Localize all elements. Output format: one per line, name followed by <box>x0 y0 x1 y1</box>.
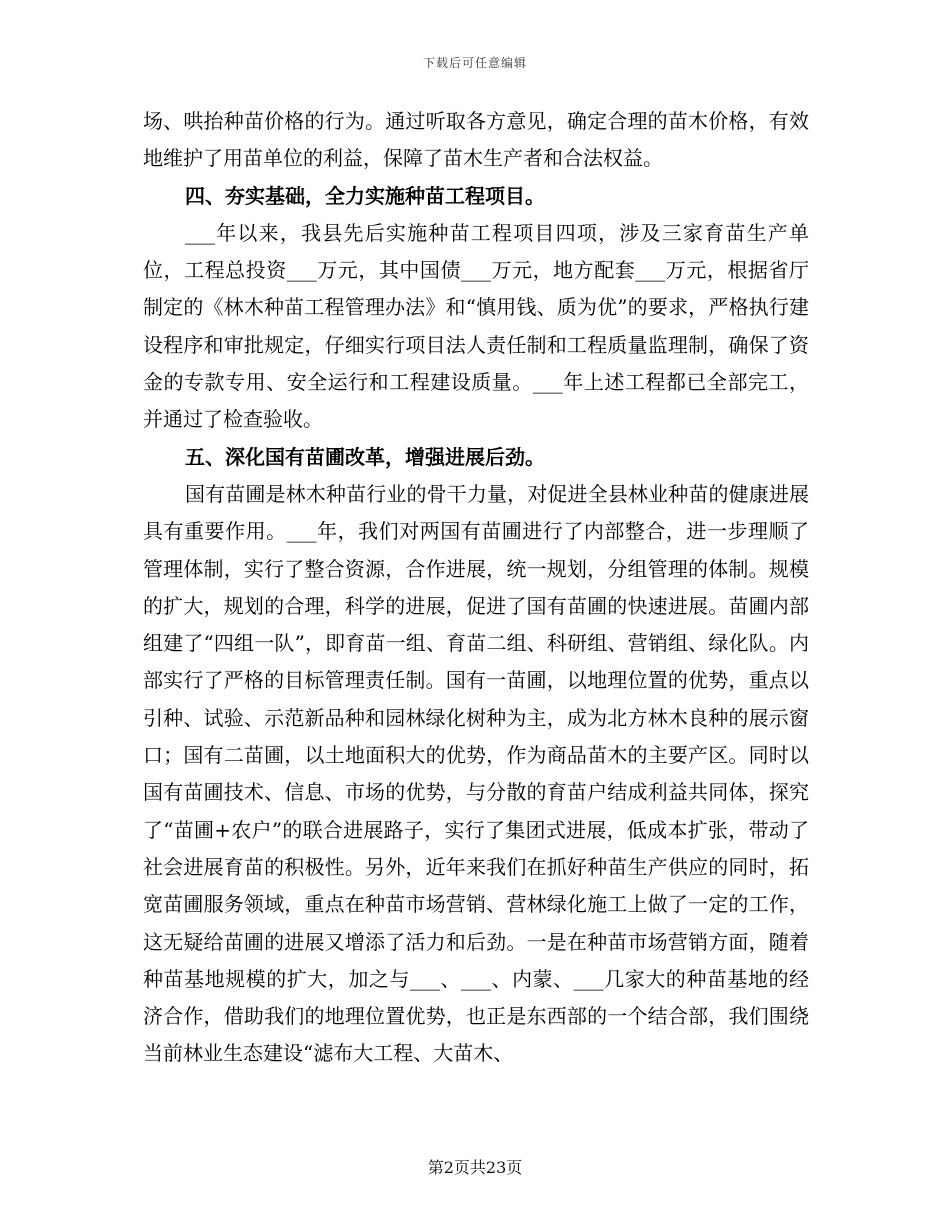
paragraph-continuation: 场、哄抬种苗价格的行为。通过听取各方意见，确定合理的苗木价格，有效地维护了用苗单位的利益，保障了苗木生产者和合法权益。 <box>143 109 809 171</box>
section-heading-five: 五、深化国有苗圃改革，增强进展后劲。 <box>185 444 545 469</box>
page-number-footer: 第2页共23页 <box>427 1158 523 1177</box>
page-header-note: 下载后可任意编辑 <box>422 56 527 70</box>
paragraph-nursery-reform: 国有苗圃是林木种苗行业的骨干力量，对促进全县林业种苗的健康进展具有重要作用。___年，我们对两国有苗圃进行了内部整合，进一步理顺了管理体制，实行了整合资源，合作进展，统一规划，分组管理的体制。规模的扩大，规划的合理，科学的进展，促进了国有苗圃的快速进展。苗圃内部组建了“四组一队”，即育苗一组、育苗二组、科研组、营销组、绿化队。内部实行了严格的目标管理责任制。国有一苗圃，以地理位置的优势，重点以引种、试验、示范新品种和园林绿化树种为主，成为北方林木良种的展示窗口；国有二苗圃，以土地面积大的优势，作为商品苗木的主要产区。同时以国有苗圃技术、信息、市场的优势，与分散的育苗户结成利益共同体，探究了“苗圃+农户”的联合进展路子，实行了集团式进展，低成本扩张，带动了社会进展育苗的积极性。另外，近年来我们在抓好种苗生产供应的同时，拓宽苗圃服务领域，重点在种苗市场营销、营林绿化施工上做了一定的工作，这无疑给苗圃的进展又增添了活力和后劲。一是在种苗市场营销方面，随着种苗基地规模的扩大，加之与___、___、内蒙、___几家大的种苗基地的经济合作，借助我们的地理位置优势，也正是东西部的一个结合部，我们围绕当前林业生态建设“滤布大工程、大苗木、 <box>143 481 809 1066</box>
paragraph-seedling-projects: ___年以来，我县先后实施种苗工程项目四项，涉及三家育苗生产单位，工程总投资___万元，其中国债___万元，地方配套___万元，根据省厅制定的《林木种苗工程管理办法》和“慎用钱、质为优”的要求，严格执行建设程序和审批规定，仔细实行项目法人责任制和工程质量监理制，确保了资金的专款专用、安全运行和工程建设质量。___年上述工程都已全部完工，并通过了检查验收。 <box>143 220 809 432</box>
document-body <box>143 103 809 1073</box>
section-heading-four: 四、夯实基础，全力实施种苗工程项目。 <box>185 183 545 208</box>
